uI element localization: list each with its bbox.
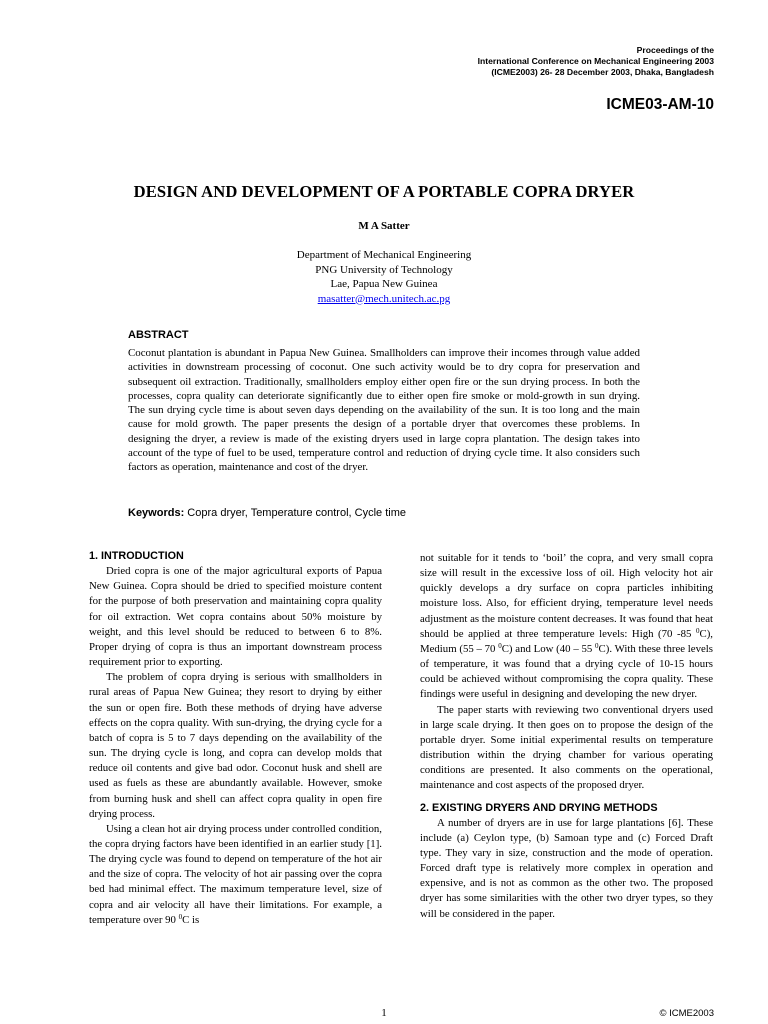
intro-paragraph-4: not suitable for it tends to ‘boil’ the copra, and very small copra size will result in the excessive loss of oil. High velocity hot air quickly develops a dry surface on copra particles inhibiting moisture loss. Also, for efficient drying, temperature level needs adjustment as the moisture content decreases. It was found that heat should be applied at three temperature levels: High (70 -85 $^0$C), Medium (55 – 70 $^0$C) and Low (40 – 55 $^0$C). With these three levels of temperature, it was found that a drying cycle of 10-15 hours could be achieved without compromising the copra quality. These findings were useful in designing and developing the new dryer.: [420, 552, 713, 701]
intro-paragraph-1: Dried copra is one of the major agricultural exports of Papua New Guinea. Copra should be dried to specified moisture content for the purpose of both preservation and maintaining copra quality for oil extraction. Wet copra contains about 50% moisture by weight, and this level should be reduced to between 6 to 8%. Proper drying of copra is thus an important downstream process requirement prior to exporting.: [89, 565, 382, 669]
keywords-text: Copra dryer, Temperature control, Cycle time: [184, 507, 406, 519]
affiliation-university: PNG University of Technology: [315, 263, 453, 276]
abstract-heading: ABSTRACT: [128, 329, 189, 341]
keywords-label: Keywords:: [128, 507, 185, 519]
left-column: [89, 549, 382, 928]
section2-paragraph-1: A number of dryers are in use for large plantations [6]. These include (a) Ceylon type, (b) Samoan type and (c) Forced Draft type. They vary in size, construction and the mode of operation. Forced draft type is relatively more complex in operation and expensive, and is not as common as the other two. The proposed dryer has some similarities with the other two dryer types, so they will be considered in the paper.: [420, 816, 713, 920]
abstract-text: Coconut plantation is abundant in Papua New Guinea. Smallholders can improve their incomes through value added activities in downstream processing of coconut. One such activity would be to dry copra for preservation and subsequent oil extraction. Traditionally, smallholders employ either open fire or the sun drying process. In both the processes, copra quality can deteriorate significantly due to either open fire smoke or mold-growth in sun drying. The sun drying cycle time is about seven days depending on the availability of the sun. It is too long and the main cause for mold growth. The paper presents the design of a portable dryer that overcomes these problems. In designing the dryer, a review is made of the existing dryers used in large copra plantation. The design takes into account of the type of fuel to be used, temperature control and reduction of drying cycle time. It also considers such factors as operation, maintenance and cost of the dryer.: [128, 347, 640, 474]
proceedings-header: [478, 45, 714, 78]
intro-paragraph-2: The problem of copra drying is serious with smallholders in rural areas of Papua New Guinea; they resort to drying by either the sun or open fire. Both these methods of drying have adverse effects on the copra quality. With sun-drying, the drying cycle for a batch of copra is 5 to 7 days depending on the availability of the sun. The drying cycle is long, and copra can develop molds that reduce oil contents and give bad odor. Coconut husk and shell are used as fuels as these are abundantly available. However, smoke from burning husk and shell can affect copra quality in open fire drying process.: [89, 671, 382, 820]
affiliation-city: Lae, Papua New Guinea: [330, 278, 438, 290]
section-heading-introduction: 1. INTRODUCTION: [89, 550, 184, 562]
affiliation-department: Department of Mechanical Engineering: [296, 249, 472, 261]
section-heading-existing-dryers: 2. EXISTING DRYERS AND DRYING METHODS: [420, 801, 658, 814]
affiliation: [0, 248, 768, 306]
paper-id: ICME03-AM-10: [606, 96, 714, 113]
proceedings-line-2: International Conference on Mechanical Engineering 2003: [477, 56, 714, 66]
author-email-link[interactable]: masatter@mech.unitech.ac.pg: [317, 292, 451, 305]
paper-title: DESIGN AND DEVELOPMENT OF A PORTABLE COPRA DRYER: [133, 182, 635, 201]
copyright-notice: © ICME2003: [659, 1008, 714, 1019]
right-column: [420, 551, 713, 922]
proceedings-line-1: Proceedings of the: [636, 45, 714, 55]
page-number: 1: [381, 1007, 387, 1019]
keywords: [128, 507, 406, 519]
author-name: M A Satter: [358, 220, 410, 232]
intro-paragraph-3: Using a clean hot air drying process under controlled condition, the copra drying factors have been identified in an earlier study [1]. The drying cycle was found to depend on temperature of the hot air and the size of copra. The velocity of hot air passing over the copra bed had minimal effect. The maximum temperature level, size of copra and air velocity all have their limitations. For example, a temperature over 90 $^0$C is: [89, 822, 382, 926]
proceedings-line-3: (ICME2003) 26- 28 December 2003, Dhaka, Bangladesh: [491, 67, 714, 77]
intro-paragraph-5: The paper starts with reviewing two conventional dryers used in large scale drying. It then goes on to propose the design of the portable dryer. Some initial experimental results on temperature distribution within the drying chamber for various operating conditions are presented. It also comments on the operational, maintenance and cost aspects of the proposed dryer.: [420, 703, 713, 792]
